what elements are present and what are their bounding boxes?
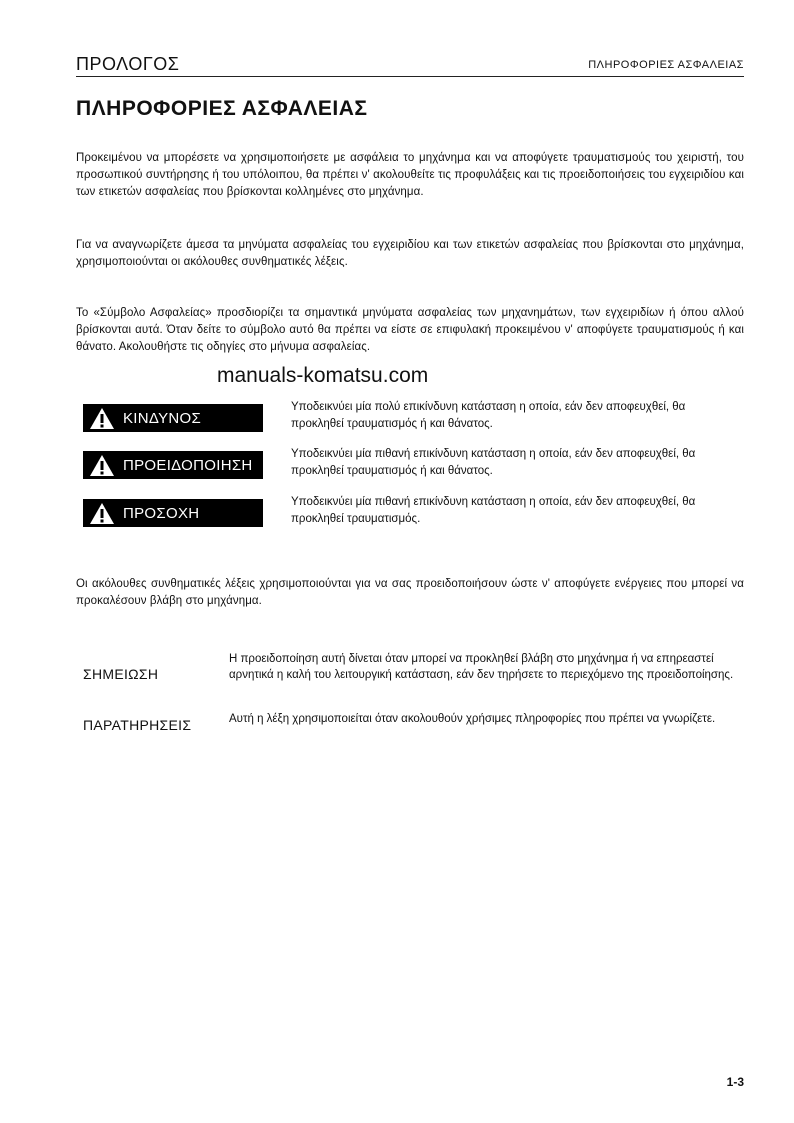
warning-description: Υποδεικνύει μία πιθανή επικίνδυνη κατάσταση η οποία, εάν δεν αποφευχθεί, θα προκληθεί τραυματισμός ή και θάνατος.	[291, 448, 696, 477]
danger-description: Υποδεικνύει μία πολύ επικίνδυνη κατάσταση η οποία, εάν δεν αποφευχθεί, θα προκληθεί τραυματισμός ή και θάνατος.	[291, 401, 686, 430]
warning-label	[83, 451, 263, 479]
warning-triangle-icon	[89, 454, 115, 477]
safety-symbol-paragraph: Το «Σύμβολο Ασφαλείας» προσδιορίζει τα σημαντικά μηνύματα ασφαλείας των μηχανημάτων, των εγχειριδίων ή όπου αλλού βρίσκονται αυτά. Όταν δείτε το σύμβολο αυτό θα πρέπει να είστε σε επιφυλακή προκειμένου ν' αποφύγετε τραυματισμούς ή και θάνατο. Ακολουθήστε τις οδηγίες στο μήνυμα ασφαλείας.	[76, 307, 744, 353]
remarks-label: ΠΑΡΑΤΗΡΗΣΕΙΣ	[83, 717, 192, 733]
danger-label-text: ΚΙΝΔΥΝΟΣ	[123, 409, 202, 427]
page-header	[76, 54, 744, 77]
page-title: ΠΛΗΡΟΦΟΡΙΕΣ ΑΣΦΑΛΕΙΑΣ	[76, 97, 368, 120]
caution-label	[83, 499, 263, 527]
machine-damage-paragraph: Οι ακόλουθες συνθηματικές λέξεις χρησιμοποιούνται για να σας προειδοποιήσουν ώστε ν' αποφύγετε ενέργειες που μπορεί να προκαλέσουν βλάβη στο μηχάνημα.	[76, 578, 744, 607]
section-title: ΠΛΗΡΟΦΟΡΙΕΣ ΑΣΦΑΛΕΙΑΣ	[588, 59, 744, 71]
warning-triangle-icon	[89, 502, 115, 525]
intro-paragraph: Προκειμένου να μπορέσετε να χρησιμοποιήσετε με ασφάλεια το μηχάνημα και να αποφύγετε τραυματισμούς του χειριστή, του προσωπικού συντήρησης ή του υπόλοιπου, θα πρέπει ν' ακολουθείτε τις προφυλάξεις και τις προειδοποιήσεις του εγχειριδίου και των ετικετών ασφαλείας που βρίσκονται κολλημένες στο μηχάνημα.	[76, 152, 744, 198]
caution-description: Υποδεικνύει μία πιθανή επικίνδυνη κατάσταση η οποία, εάν δεν αποφευχθεί, θα προκληθεί τραυματισμός.	[291, 496, 696, 525]
warning-label-text: ΠΡΟΕΙΔΟΠΟΙΗΣΗ	[123, 456, 253, 474]
page-number: 1-3	[726, 1075, 744, 1089]
warning-triangle-icon	[89, 407, 115, 430]
danger-label	[83, 404, 263, 432]
remarks-description: Αυτή η λέξη χρησιμοποιείται όταν ακολουθούν χρήσιμες πληροφορίες που πρέπει να γνωρίζετε.	[229, 713, 716, 725]
signal-words-paragraph: Για να αναγνωρίζετε άμεσα τα μηνύματα ασφαλείας του εγχειριδίου και των ετικετών ασφαλείας που βρίσκονται στο μηχάνημα, χρησιμοποιούνται οι ακόλουθες συνθηματικές λέξεις.	[76, 239, 744, 268]
chapter-title: ΠΡΟΛΟΓΟΣ	[76, 54, 180, 74]
watermark-link: manuals-komatsu.com	[217, 364, 429, 387]
caution-label-text: ΠΡΟΣΟΧΗ	[123, 504, 200, 522]
notice-description: Η προειδοποίηση αυτή δίνεται όταν μπορεί να προκληθεί βλάβη στο μηχάνημα ή να επηρεαστεί αρνητικά η καλή του λειτουργική κατάσταση, εάν δεν τηρήσετε το περιεχόμενο της προειδοποίησης.	[229, 653, 734, 681]
notice-label: ΣΗΜΕΙΩΣΗ	[83, 666, 159, 682]
